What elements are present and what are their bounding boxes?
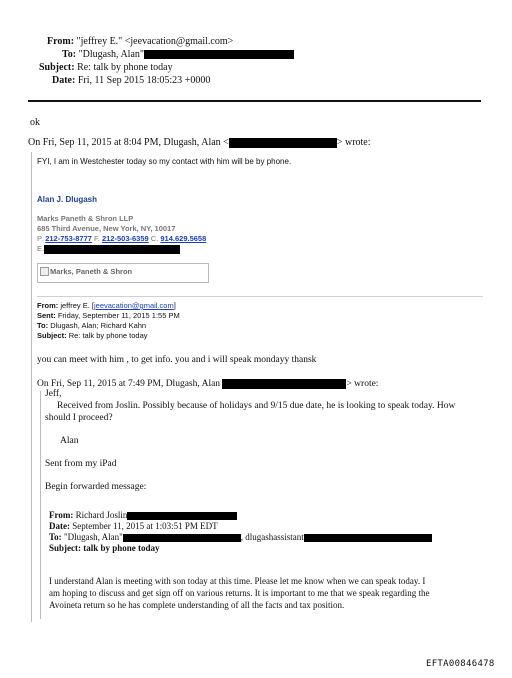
forward2-to (49, 532, 432, 543)
redaction (222, 379, 346, 389)
quote2-body-line1: Received from Joslin. Possibly because of holidays and 9/15 due date, he is looking to speak today. How (57, 401, 456, 411)
quote2-attribution (37, 379, 378, 389)
forward1-from-label: From: (37, 301, 59, 310)
forward1-body: you can meet with him , to get info. you and i will speak mondayy thansk (37, 355, 317, 365)
forward1-sent (37, 311, 180, 321)
header-to-value: "Dlugash, Alan" (78, 49, 144, 60)
header-date-value: Fri, 11 Sep 2015 18:05:23 +0000 (77, 75, 211, 86)
quote2-sent-from: Sent from my iPad (45, 459, 117, 469)
quote2-sign: Alan (60, 436, 79, 446)
header-to (62, 48, 294, 61)
forward1-subject-label: Subject: (37, 331, 67, 340)
quote1-body: FYI, I am in Westchester today so my contact with him will be by phone. (37, 157, 292, 166)
header-subject (39, 61, 173, 74)
logo-alt-text: Marks, Paneth & Shron (50, 267, 133, 276)
signature-e-label: E. (37, 244, 45, 253)
signature-f-label: F. (94, 234, 100, 243)
forward1-to-value: Dlugash, Alan; Richard Kahn (50, 321, 147, 330)
header-from (47, 35, 233, 48)
forward2-to-value: "Dlugash, Alan" (63, 532, 123, 542)
forward1-sent-label: Sent: (37, 311, 56, 320)
signature-phones (37, 234, 206, 243)
forward2-to-extra: , dlugashassistant (240, 532, 304, 542)
quote1-attribution-start: On Fri, Sep 11, 2015 at 8:04 PM, Dlugash, Alan < (28, 137, 229, 148)
header-to-label: To: (62, 49, 77, 60)
header-date (52, 74, 210, 87)
forward2-date-label: Date: (49, 521, 70, 531)
forward2-body-line2: am hoping to discuss and get sign off on various returns. It is important to me that we speak regarding the (49, 588, 430, 598)
quote2-attribution-end: > wrote: (346, 379, 379, 390)
redaction (123, 534, 241, 542)
signature-cell-link[interactable]: 914.629.5658 (160, 234, 207, 243)
forward2-from-value: Richard Joslin (75, 510, 128, 520)
quote1-attribution (28, 137, 371, 148)
forward2-subject-label: Subject: (49, 543, 81, 553)
redaction (229, 138, 337, 148)
signature-firm: Marks Paneth & Shron LLP (37, 214, 134, 223)
forward1-from-close: ] (173, 301, 176, 310)
forward1-from-value: jeffrey E. [ (60, 301, 94, 310)
signature-fax-link[interactable]: 212-503-6359 (101, 234, 149, 243)
header-date-label: Date: (52, 75, 76, 86)
signature-p-label: P. (37, 234, 44, 243)
header-subject-label: Subject: (39, 62, 75, 73)
forward2-body-line3: Avoineta return so he has complete understanding of all the facts and tax position. (49, 600, 345, 610)
forward2-header (49, 510, 432, 554)
bates-number: EFTA00846478 (426, 659, 495, 669)
forward1-to (37, 321, 180, 331)
redaction (44, 245, 180, 254)
forward1-to-label: To: (37, 321, 49, 330)
reply-text: ok (30, 117, 40, 128)
header-divider (28, 100, 481, 102)
redaction (304, 534, 432, 542)
redaction (144, 50, 294, 59)
forward2-date (49, 521, 432, 532)
forward1-subject-value: Re: talk by phone today (68, 331, 148, 340)
signature-address: 685 Third Avenue, New York, NY, 10017 (37, 224, 176, 233)
quote2-attribution-start: On Fri, Sep 11, 2015 at 7:49 PM, Dlugash, Alan (37, 379, 221, 390)
header-from-label: From: (47, 36, 75, 47)
quote1-bar (31, 152, 32, 622)
forward2-to-label: To: (49, 532, 62, 542)
signature-c-label: C. (150, 234, 159, 243)
broken-image-icon (40, 267, 49, 276)
quote2-salutation: Jeff, (45, 389, 62, 399)
quote2-begin-forwarded: Begin forwarded message: (45, 482, 147, 492)
quote1-attribution-end: > wrote: (336, 137, 371, 148)
forward2-subject (49, 543, 432, 554)
forward2-subject-value: talk by phone today (83, 543, 160, 553)
forward1-from-link[interactable]: jeevacation@gmail.com (93, 301, 174, 310)
forward2-from-label: From: (49, 510, 74, 520)
quote2-bar (40, 391, 41, 619)
forward1-sent-value: Friday, September 11, 2015 1:55 PM (57, 311, 180, 320)
signature-name: Alan J. Dlugash (37, 195, 98, 204)
redaction (127, 512, 237, 520)
forward2-from (49, 510, 432, 521)
forward1-header (37, 301, 180, 341)
forward1-subject (37, 331, 180, 341)
forward1-divider (37, 296, 483, 297)
quote2-body-line2: should I proceed? (45, 413, 113, 423)
forward2-body-line1: I understand Alan is meeting with son today at this time. Please let me know when we can speak today. I (49, 576, 426, 586)
logo-image-placeholder (37, 263, 209, 283)
header-subject-value: Re: talk by phone today (77, 62, 173, 73)
forward2-date-value: September 11, 2015 at 1:03:51 PM EDT (72, 521, 218, 531)
forward1-from (37, 301, 180, 311)
forward2-body (49, 575, 430, 611)
signature-phone-link[interactable]: 212-753-8777 (45, 234, 92, 243)
header-from-value: "jeffrey E." <jeevacation@gmail.com> (76, 36, 234, 47)
signature-email (37, 244, 180, 254)
